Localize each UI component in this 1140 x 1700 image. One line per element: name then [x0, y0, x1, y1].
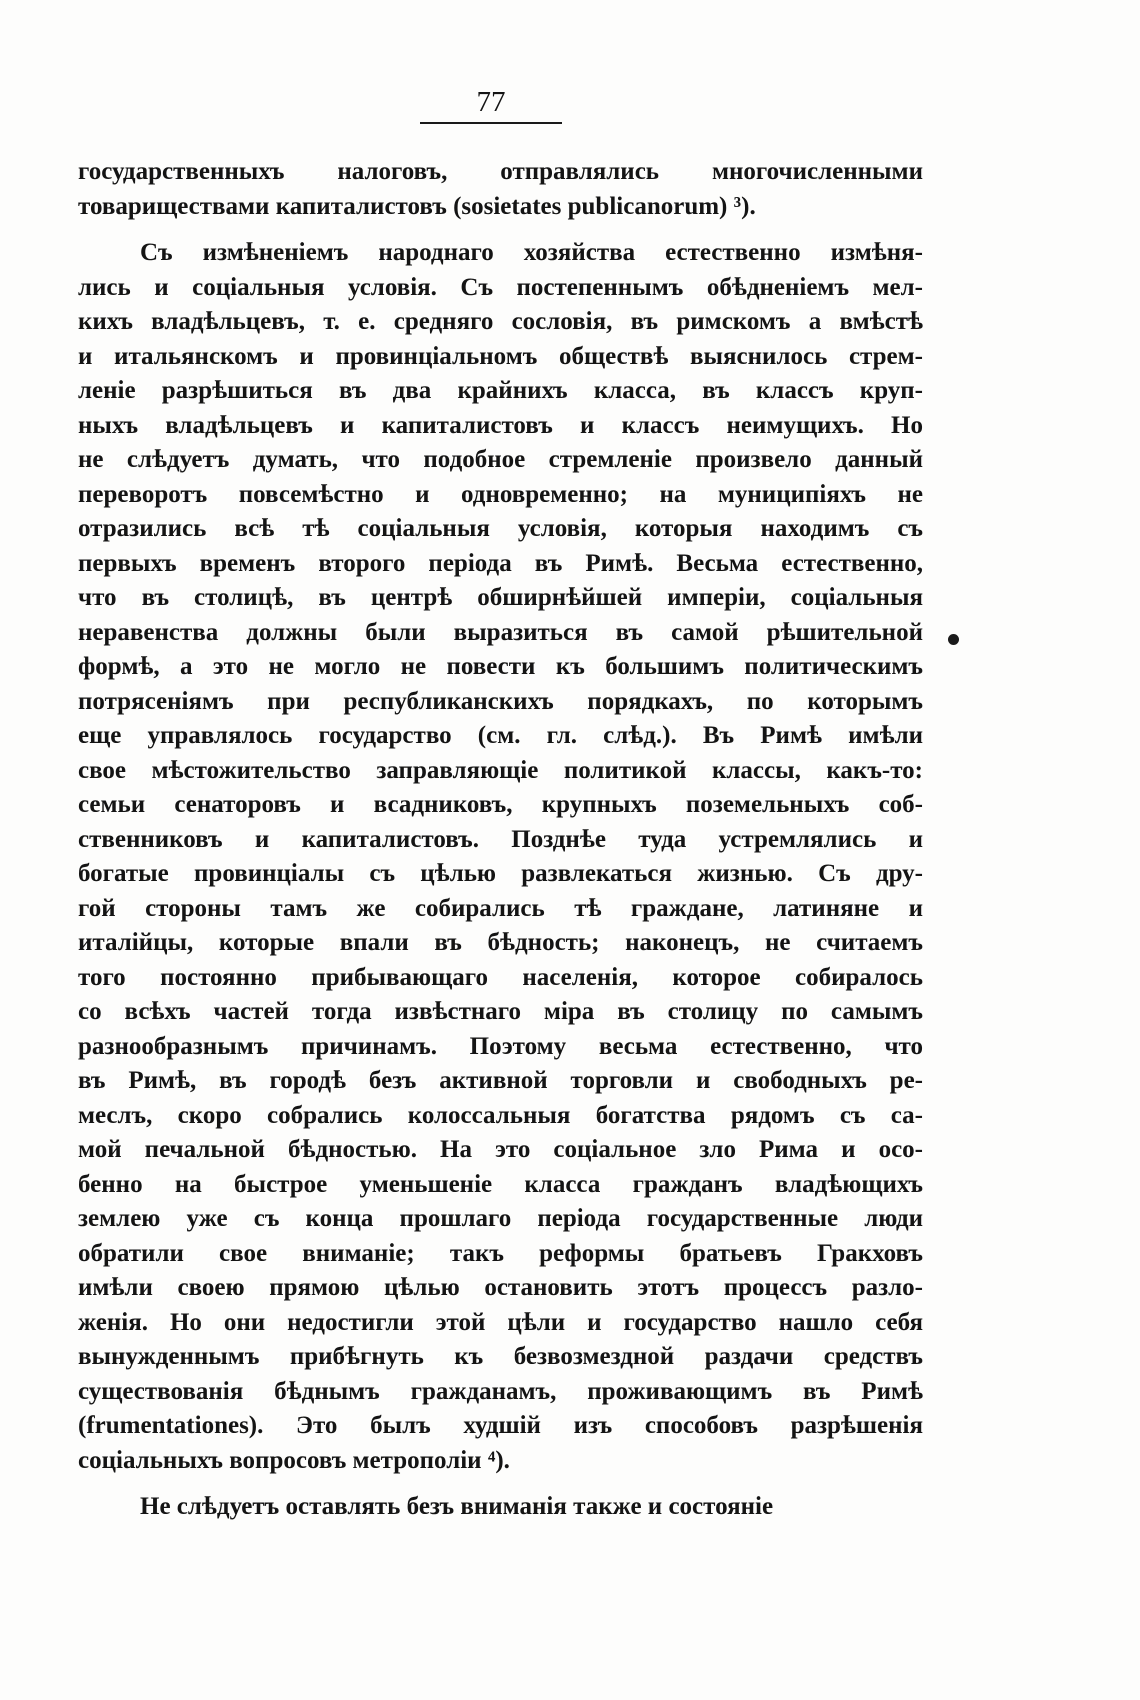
text-line: италійцы, которые впали въ бѣдность; наконецъ, не считаемъ — [78, 929, 923, 956]
text-line: въ Римѣ, въ городѣ безъ активной торговли и свободныхъ ре- — [78, 1067, 923, 1094]
text-line: богатые провинціалы съ цѣлью развлекаться жизнью. Съ дру- — [78, 860, 923, 887]
text-line: и итальянскомъ и провинціальномъ обществѣ выяснилось стрем- — [78, 342, 923, 370]
text-line: женія. Но они недостигли этой цѣли и государство нашло себя — [78, 1308, 923, 1336]
text-line: имѣли своею прямою цѣлью остановить этотъ процессъ разло- — [78, 1274, 923, 1301]
text-line: Съ измѣненіемъ народнаго хозяйства естественно измѣня- — [140, 239, 923, 266]
text-line: меслъ, скоро собрались колоссальныя богатства рядомъ съ са- — [78, 1101, 923, 1129]
text-line: неравенства должны были выразиться въ самой рѣшительной — [78, 618, 923, 646]
page-number-rule — [420, 122, 562, 124]
paragraph — [78, 236, 923, 1478]
text-line: отразились всѣ тѣ соціальныя условія, которыя находимъ съ — [78, 515, 923, 542]
text-line: разнообразнымъ причинамъ. Поэтому весьма естественно, что — [78, 1032, 923, 1060]
text-line: ныхъ владѣльцевъ и капиталистовъ и классъ неимущихъ. Но — [78, 411, 923, 439]
text-line: Не слѣдуетъ оставлять безъ вниманія также и состояніе — [140, 1493, 774, 1520]
text-line: того постоянно прибывающаго населенія, которое собиралось — [78, 963, 923, 991]
text-line: соціальныхъ вопросовъ метрополіи ⁴). — [78, 1446, 510, 1474]
text-line: ственниковъ и капиталистовъ. Позднѣе туда устремлялись и — [78, 825, 923, 853]
text-line: леніе разрѣшиться въ два крайнихъ класса, въ классъ круп- — [78, 377, 923, 404]
ink-dot-mark — [948, 634, 959, 645]
text-line: семьи сенаторовъ и всадниковъ, крупныхъ поземельныхъ соб- — [78, 791, 923, 818]
text-line: первыхъ временъ второго періода въ Римѣ. Весьма естественно, — [78, 549, 923, 577]
text-line: обратили свое вниманіе; такъ реформы братьевъ Гракховъ — [78, 1239, 923, 1267]
text-line: государственныхъ налоговъ, отправлялись многочисленными — [78, 158, 923, 185]
text-line: землею уже съ конца прошлаго періода государственные люди — [78, 1205, 923, 1232]
text-line: вынужденнымъ прибѣгнуть къ безвозмездной раздачи средствъ — [78, 1343, 923, 1370]
body-text — [78, 155, 923, 1525]
text-line: кихъ владѣльцевъ, т. е. средняго сословія, въ римскомъ а вмѣстѣ — [78, 308, 923, 335]
paragraph-gap — [78, 224, 923, 236]
text-line: еще управлялось государство (см. гл. слѣд.). Въ Римѣ имѣли — [78, 722, 923, 749]
text-line: лись и соціальныя условія. Съ постепеннымъ обѣдненіемъ мел- — [78, 273, 923, 301]
text-line: гой стороны тамъ же собирались тѣ граждане, латиняне и — [78, 894, 923, 922]
text-line: формѣ, а это не могло не повести къ большимъ политическимъ — [78, 653, 923, 680]
paragraph — [78, 1490, 923, 1525]
text-line: со всѣхъ частей тогда извѣстнаго міра въ столицу по самымъ — [78, 998, 923, 1025]
paragraph-gap — [78, 1478, 923, 1490]
page-number: 77 — [476, 86, 506, 118]
text-line: существованія бѣднымъ гражданамъ, проживающимъ въ Римѣ — [78, 1377, 923, 1405]
text-line: мой печальной бѣдностью. На это соціальное зло Рима и осо- — [78, 1136, 923, 1163]
text-line: потрясеніямъ при республиканскихъ порядкахъ, по которымъ — [78, 687, 923, 715]
text-line: товариществами капиталистовъ (sosietates publicanorum) ³). — [78, 192, 756, 220]
paragraph — [78, 155, 923, 224]
text-line: бенно на быстрое уменьшеніе класса гражданъ владѣющихъ — [78, 1170, 923, 1198]
text-line: переворотъ повсемѣстно и одновременно; на муниципіяхъ не — [78, 480, 923, 508]
text-line: не слѣдуетъ думать, что подобное стремленіе произвело данный — [78, 446, 923, 473]
text-line: свое мѣстожительство заправляющіе политикой классы, какъ-то: — [78, 756, 923, 784]
text-line: (frumentationes). Это былъ худшій изъ способовъ разрѣшенія — [78, 1412, 923, 1439]
text-line: что въ столицѣ, въ центрѣ обширнѣйшей имперіи, соціальныя — [78, 584, 923, 611]
